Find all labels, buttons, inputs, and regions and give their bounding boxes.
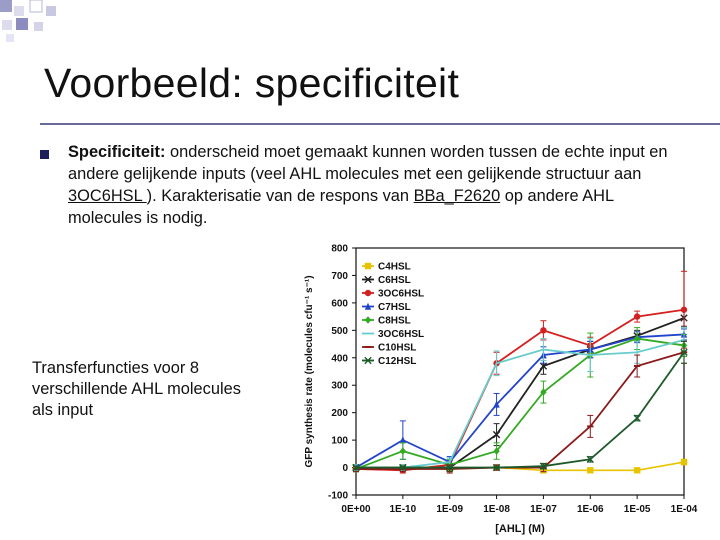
x-tick-label: 1E-07: [530, 504, 557, 515]
y-tick-label: 100: [331, 435, 348, 447]
x-tick-label: 1E-04: [670, 504, 698, 515]
x-tick-label: 0E+00: [341, 504, 371, 515]
bullet-text-part-1: onderscheid moet gemaakt kunnen worden tussen de echte input en andere gelijkende inputs (veel AHL molecules met een gelijkende structuur aan: [68, 143, 668, 183]
legend-label: C4HSL: [378, 261, 411, 273]
data-point: [681, 459, 687, 465]
legend-marker: [365, 290, 371, 296]
legend-label: 3OC6HSL: [378, 329, 425, 340]
y-tick-label: 200: [331, 408, 348, 420]
x-tick-label: 1E-10: [389, 504, 417, 515]
corner-decoration: [0, 0, 72, 45]
x-tick-label: 1E-09: [436, 504, 464, 515]
bullet-term: Specificiteit:: [68, 143, 166, 161]
y-axis-label: GFP synthesis rate (molecules cfu⁻¹ s⁻¹): [304, 275, 315, 468]
bullet-text-part-3: op andere AHL molecules is nodig.: [68, 187, 614, 227]
side-caption: Transferfuncties voor 8 verschillende AHL molecules als input: [32, 359, 241, 419]
data-point: [400, 447, 406, 455]
x-tick-label: 1E-06: [576, 504, 604, 515]
data-point: [587, 467, 593, 473]
x-tick-label: 1E-05: [623, 504, 651, 515]
x-tick-label: 1E-08: [483, 504, 510, 515]
slide-title: Voorbeeld: specificiteit: [44, 60, 460, 106]
data-point: [634, 467, 640, 473]
y-tick-label: 800: [331, 243, 348, 255]
legend-label: C12HSL: [378, 356, 417, 367]
bullet-text-part-2: ). Karakterisatie van de respons van: [146, 187, 414, 205]
y-tick-label: 400: [331, 353, 348, 365]
bullet-marker: [40, 150, 49, 159]
y-tick-label: 300: [331, 380, 348, 392]
data-point: [540, 327, 546, 333]
legend-label: C6HSL: [378, 275, 411, 286]
legend-marker: [365, 316, 371, 324]
bullet-text: [68, 141, 668, 229]
y-tick-label: 700: [331, 270, 348, 282]
x-axis-label: [AHL] (M): [495, 523, 545, 535]
y-tick-label: 500: [331, 325, 348, 337]
link-3oc6hsl[interactable]: 3OC6HSL: [68, 187, 147, 205]
legend-label: C7HSL: [378, 302, 411, 313]
y-tick-label: 0: [342, 463, 348, 475]
legend-label: C8HSL: [378, 315, 411, 327]
y-tick-label: -100: [327, 490, 348, 502]
series-line: [356, 315, 684, 468]
gfp-response-chart: [296, 240, 716, 540]
link-bba-f2620[interactable]: BBa_F2620: [413, 187, 501, 205]
y-tick-label: 600: [331, 298, 348, 310]
data-point: [634, 313, 640, 319]
legend-marker: [365, 263, 371, 269]
legend-label: 3OC6HSL: [378, 288, 425, 300]
legend-label: C10HSL: [378, 342, 417, 354]
title-divider: [40, 123, 720, 125]
data-point: [400, 436, 406, 443]
data-point: [681, 307, 687, 313]
